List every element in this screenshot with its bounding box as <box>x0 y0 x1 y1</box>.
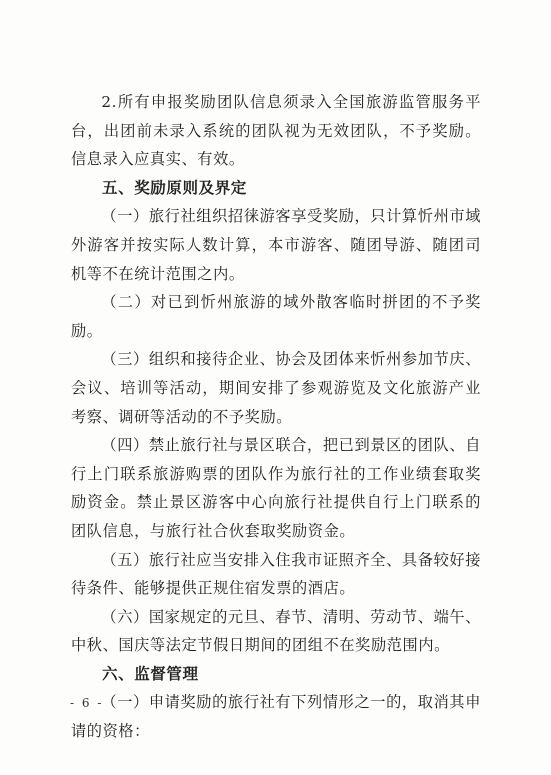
paragraph-rule-5: （五）旅行社应当安排入住我市证照齐全、具备较好接待条件、能够提供正规住宿发票的酒店。 <box>71 550 481 598</box>
section-heading-five: 五、奖励原则及界定 <box>102 178 247 197</box>
paragraph-rule-6: （六）国家规定的元旦、春节、清明、劳动节、端午、中秋、国庆等法定节假日期间的团组不在奖励范围内。 <box>71 607 481 655</box>
paragraph-supervision-1: （一）申请奖励的旅行社有下列情形之一的，取消其申请的资格： <box>71 693 481 741</box>
paragraph-rule-3: （三）组织和接待企业、协会及团体来忻州参加节庆、会议、培训等活动，期间安排了参观游览及文化旅游产业考察、调研等活动的不予奖励。 <box>71 350 481 426</box>
page-number: - 6 - <box>70 696 104 710</box>
paragraph-rule-2: （二）对已到忻州旅游的域外散客临时拼团的不予奖励。 <box>71 293 481 340</box>
paragraph-rule-1: （一）旅行社组织招徕游客享受奖励，只计算忻州市域外游客并按实际人数计算，本市游客、随团导游、随团司机等不在统计范围之内。 <box>71 207 481 283</box>
paragraph-item-2: 2.所有申报奖励团队信息须录入全国旅游监管服务平台，出团前未录入系统的团队视为无效团队，不予奖励。信息录入应真实、有效。 <box>71 93 481 169</box>
section-heading-six: 六、监督管理 <box>102 664 199 683</box>
paragraph-rule-4: （四）禁止旅行社与景区联合，把已到景区的团队、自行上门联系旅游购票的团队作为旅行社的工作业绩套取奖励资金。禁止景区游客中心向旅行社提供自行上门联系的团队信息，与旅行社合伙套取奖励资金。 <box>71 436 481 540</box>
document-body <box>71 88 481 746</box>
